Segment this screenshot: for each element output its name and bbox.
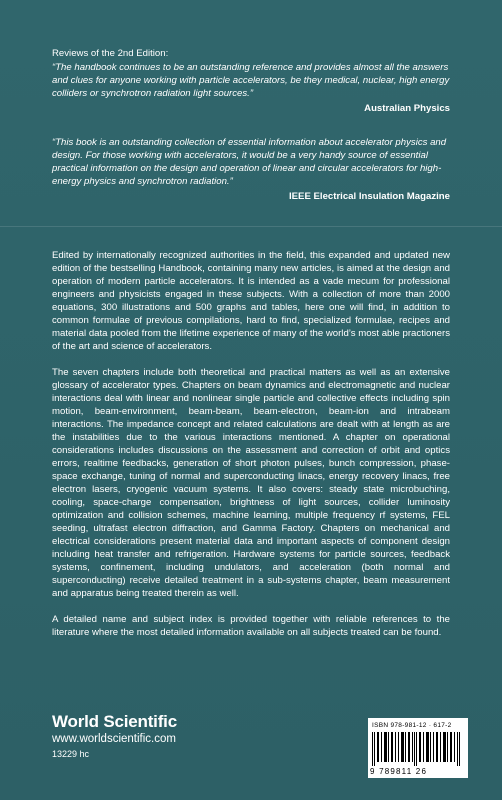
barcode-digits: 9 789811 26 (370, 767, 428, 776)
publisher-block (52, 712, 177, 760)
publisher-url: www.worldscientific.com (52, 733, 176, 745)
isbn-label: ISBN 978-981-12 · 617-2 (372, 722, 452, 729)
product-code: 13229 hc (52, 749, 90, 759)
publisher-name: World Scientific (52, 712, 177, 731)
description-paragraph: Edited by internationally recognized authorities in the field, this expanded and updated new edition of the bestselling Handbook, containing many new articles, is aimed at the design and operation of modern particle accelerators. It is intended as a vade mecum for professional engineers and physicists engaged in these subjects. With a collection of more than 2000 equations, 300 illustrations and 500 graphs and tables, here one will find, in addition to common formulae of previous compilations, hard to find, specialized formulae, recipes and material data pooled from the lifetime experience of many of the world’s most able practioners of the art and science of accelerators. (52, 250, 450, 352)
review-quote: “This book is an outstanding collection of essential information about accelerator physics and design. For those working with accelerators, it would be a very handy source of essential practical information on the design and operation of linear and circular accelerators for high-energy physics and synchrotron radiation.” (52, 137, 447, 187)
section-divider (0, 226, 502, 227)
barcode-bars-icon (372, 732, 464, 766)
book-description (52, 249, 450, 652)
review-item (52, 61, 450, 115)
description-paragraph: The seven chapters include both theoretical and practical matters as well as an extensive glossary of accelerator types. Chapters on beam dynamics and electromagnetic and nuclear interactions deal with linear and nonlinear single particle and collective effects including spin motion, beam-environment, beam-beam, beam-electron, beam-ion and intrabeam interactions. The impedance concept and related calculations are dealt with at length as are the instabilities due to the various interactions mentioned. A chapter on operational considerations includes discussions on the assessment and correction of orbit and optics errors, realtime feedbacks, generation of short photon pulses, bunch compression, phase-space exchange, tuning of normal and superconducting linacs, energy recovery linacs, free electron lasers, cryogenic vacuum systems. It also covers: steady state microbuching, cooling, space-charge compensation, brightness of light sources, collider luminosity optimization and collision schemes, machine learning, multiple frequency rf systems, FEL seeding, ultrafast electron diffraction, and Gamma Factory. Chapters on mechanical and electrical considerations present material data and important aspects of component design including heat transfer and refrigeration. Hardware systems for particle sources, feedback systems, confinement, including undulators, and acceleration (both normal and superconducting) receive detailed treatment in a sub-systems chapter, beam measurement and apparatus being treated therein as well. (52, 367, 450, 599)
review-source: IEEE Electrical Insulation Magazine (288, 191, 450, 202)
review-item (52, 136, 450, 203)
reviews-heading: Reviews of the 2nd Edition: (52, 48, 169, 59)
review-source: Australian Physics (364, 103, 450, 114)
reviews-section (52, 47, 450, 203)
isbn-barcode (368, 718, 468, 778)
review-quote: “The handbook continues to be an outstanding reference and provides almost all the answers and clues for anyone working with particle accelerators, be they medical, nuclear, high energy colliders or synchrotron radiation light sources.” (52, 62, 450, 99)
description-paragraph: A detailed name and subject index is provided together with reliable references to the literature where the most detailed information available on all subjects treated can be found. (52, 614, 450, 638)
